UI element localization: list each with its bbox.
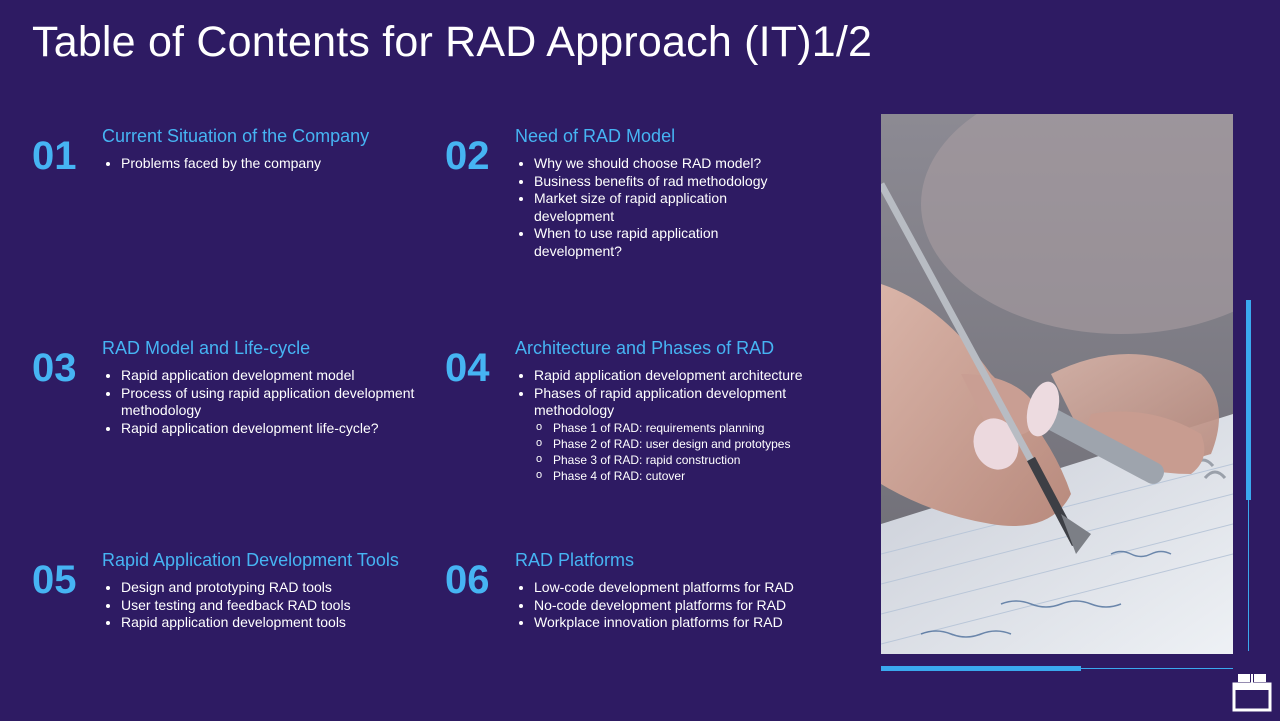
sub-bullet-item: o Phase 2 of RAD: user design and prototypes: [534, 436, 834, 452]
section-heading: Current Situation of the Company: [102, 126, 370, 146]
bullet-item: • Rapid application development architecture: [534, 367, 834, 385]
bullet-item: • Workplace innovation platforms for RAD: [534, 614, 809, 632]
sub-bullet-list: [534, 420, 834, 484]
bullet-list: [515, 155, 794, 260]
bullet-item: • No-code development platforms for RAD: [534, 597, 809, 615]
bullet-item: • Design and prototyping RAD tools: [121, 579, 436, 597]
bullet-item: • Process of using rapid application development methodology: [121, 385, 441, 420]
bullet-item: • Market size of rapid application development: [534, 190, 794, 225]
page-title: Table of Contents for RAD Approach (IT)1/2: [32, 18, 873, 66]
bullet-list: [515, 367, 834, 484]
section-heading: RAD Model and Life-cycle: [102, 338, 311, 358]
section-heading: RAD Platforms: [515, 550, 635, 570]
hand-writing-photo: [881, 114, 1233, 654]
bullet-text: Phases of rapid application development methodology: [534, 384, 787, 418]
section-number: 03: [32, 346, 77, 390]
bullet-item: • Problems faced by the company: [121, 155, 436, 173]
section-heading: Architecture and Phases of RAD: [515, 338, 775, 358]
photo-illustration: [881, 114, 1233, 654]
sub-bullet-item: o Phase 4 of RAD: cutover: [534, 468, 834, 484]
bullet-item: • Low-code development platforms for RAD: [534, 579, 809, 597]
section-number: 05: [32, 558, 77, 602]
section-number: 02: [445, 134, 490, 178]
section-number: 01: [32, 134, 77, 178]
bullet-list: [102, 579, 436, 632]
section-heading: Need of RAD Model: [515, 126, 676, 146]
bullet-list: [102, 155, 436, 173]
bullet-item: • Rapid application development tools: [121, 614, 436, 632]
accent-line-horizontal-thin: [1080, 668, 1233, 669]
bullet-item: • Business benefits of rad methodology: [534, 173, 794, 191]
sub-bullet-item: o Phase 3 of RAD: rapid construction: [534, 452, 834, 468]
section-number: 06: [445, 558, 490, 602]
bullet-list: [515, 579, 809, 632]
section-heading: Rapid Application Development Tools: [102, 550, 399, 570]
bullet-item: • Rapid application development life-cycle?: [121, 420, 441, 438]
bullet-list: [102, 367, 441, 437]
bullet-item: • When to use rapid application development?: [534, 225, 794, 260]
bullet-item: • Why we should choose RAD model?: [534, 155, 794, 173]
accent-line-vertical-thin: [1248, 498, 1249, 651]
accent-line-vertical: [1246, 300, 1251, 500]
accent-line-horizontal: [881, 666, 1081, 671]
bullet-item: [534, 385, 834, 484]
section-number: 04: [445, 346, 490, 390]
presentation-board-icon: [1232, 672, 1272, 716]
sub-bullet-item: o Phase 1 of RAD: requirements planning: [534, 420, 834, 436]
bullet-item: • User testing and feedback RAD tools: [121, 597, 436, 615]
bullet-item: • Rapid application development model: [121, 367, 441, 385]
